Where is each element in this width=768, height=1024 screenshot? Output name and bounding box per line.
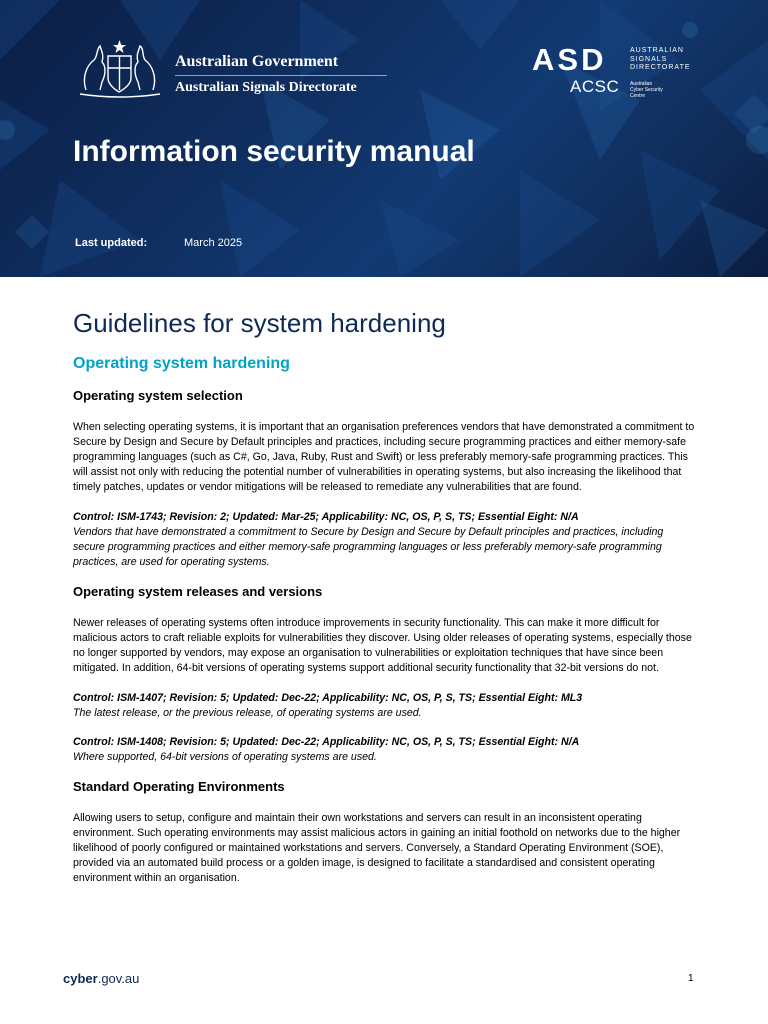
asd-acsc-logo <box>532 44 712 100</box>
subheading: Standard Operating Environments <box>73 779 285 794</box>
body-paragraph: Newer releases of operating systems often introduce improvements in security functionality. This can make it more difficult for malicious actors to craft reliable exploits for vulnerabilities they discover. Using older releases of operating systems, especially those no longer supported by vendors, may expose an organisation to vulnerabilities or exploitation techniques that have since been mitigated. In addition, 64-bit versions of operating systems support additional security functionality that 32-bit versions do not. <box>73 617 692 674</box>
document-body <box>73 306 697 901</box>
control-text: Where supported, 64-bit versions of operating systems are used. <box>73 751 377 763</box>
wordmark-divider <box>175 75 387 76</box>
subheading: Operating system selection <box>73 388 243 403</box>
footer-brand-rest: .gov.au <box>97 971 140 986</box>
government-wordmark <box>175 53 387 96</box>
page-heading: Guidelines for system hardening <box>73 308 446 338</box>
control-item <box>73 510 697 570</box>
control-text: Vendors that have demonstrated a commitment to Secure by Design and Secure by Default principles and practices, including secure programming practices and either memory-safe programming languages or less preferably memory-safe programming practices, are used for operating systems. <box>73 526 664 568</box>
content-block <box>73 779 697 886</box>
body-paragraph: When selecting operating systems, it is important that an organisation preferences vendors that have demonstrated a commitment to Secure by Design and Secure by Default principles and practices, including secure programming practices and either memory-safe programming languages (such as C#, Go, Java, Ruby, Rust and Swift) or less preferably memory-safe programming practices. This will assist not only with reducing the potential number of vulnerabilities in operating systems, but also increasing the likelihood that timely patches, updates or vendor mitigations will be released to remediate any vulnerabilities that are found. <box>73 421 695 493</box>
coat-of-arms-icon <box>72 38 167 100</box>
asd-logo-subtext: AUSTRALIAN SIGNALS DIRECTORATE <box>630 47 691 71</box>
document-title: Information security manual <box>73 135 475 168</box>
footer-website-link[interactable] <box>63 971 139 986</box>
content-block <box>73 584 697 765</box>
footer-brand-bold: cyber <box>63 971 98 986</box>
subheading: Operating system releases and versions <box>73 584 323 599</box>
last-updated-value: March 2025 <box>184 237 243 249</box>
body-paragraph: Allowing users to setup, configure and maintain their own workstations and servers can result in an inconsistent operating environment. Such operating environments may assist malicious actors in gaining an initial foothold on networks due to the higher likelihood of poorly configured or maintained workstations and servers. Conversely, a Standard Operating Environment (SOE), provided via an automated build process or a golden image, is designed to facilitate a standardised and consistent operating environment within an organisation. <box>73 812 681 884</box>
acsc-logo-mark: ACSC <box>570 77 620 96</box>
control-id: Control: ISM-1743; Revision: 2; Updated: Mar-25; Applicability: NC, OS, P, S, TS; Essential Eight: N/A <box>73 511 579 523</box>
asd-logo-mark: ASD <box>532 42 607 77</box>
header-banner <box>0 0 768 277</box>
content-block <box>73 388 697 570</box>
page-number: 1 <box>688 973 694 984</box>
control-text: The latest release, or the previous release, of operating systems are used. <box>73 707 422 719</box>
government-name: Australian Government <box>175 53 339 70</box>
agency-name: Australian Signals Directorate <box>175 80 357 95</box>
section-heading: Operating system hardening <box>73 355 290 372</box>
control-id: Control: ISM-1407; Revision: 5; Updated: Dec-22; Applicability: NC, OS, P, S, TS; Essential Eight: ML3 <box>73 692 583 704</box>
control-item <box>73 735 697 765</box>
control-id: Control: ISM-1408; Revision: 5; Updated: Dec-22; Applicability: NC, OS, P, S, TS; Essential Eight: N/A <box>73 736 580 748</box>
last-updated-label: Last updated: <box>75 237 148 249</box>
acsc-logo-subtext: Australian Cyber Security Centre <box>630 81 663 99</box>
control-item <box>73 691 697 721</box>
